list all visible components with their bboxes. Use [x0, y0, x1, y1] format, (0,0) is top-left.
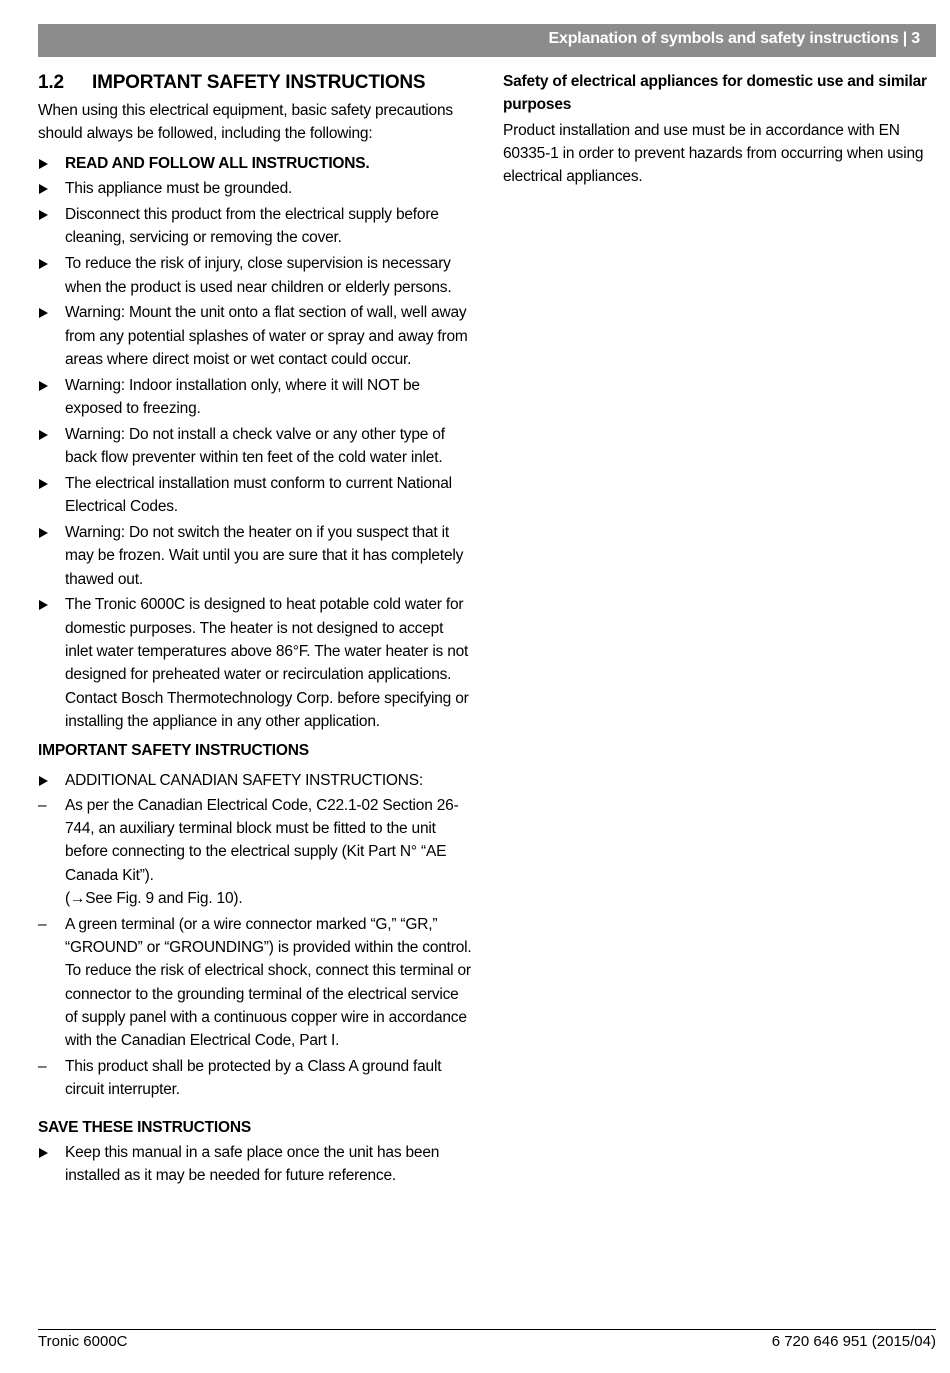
dash-item	[38, 794, 474, 910]
footer-document-number: 6 720 646 951 (2015/04)	[771, 1333, 936, 1350]
dash-item	[38, 913, 474, 1053]
bullet-triangle-icon	[39, 776, 48, 786]
list-item	[38, 301, 474, 371]
bullet-triangle-icon	[39, 184, 48, 194]
electrical-safety-title: Safety of electrical appliances for domestic use and similar purposes	[503, 73, 927, 114]
section-title: IMPORTANT SAFETY INSTRUCTIONS	[92, 72, 426, 93]
page-header-bar	[38, 24, 936, 57]
list-item	[38, 203, 474, 250]
list-item-text: READ AND FOLLOW ALL INSTRUCTIONS.	[65, 154, 370, 172]
bullet-triangle-icon	[39, 381, 48, 391]
section-number: 1.2	[38, 72, 64, 93]
bullet-triangle-icon	[39, 308, 48, 318]
right-column	[503, 70, 937, 188]
section-heading	[38, 70, 474, 96]
dash-item	[38, 1055, 474, 1102]
list-item	[38, 769, 474, 1102]
list-item-text: The Tronic 6000C is designed to heat potable cold water for domestic purposes. The heater is not designed to accept inlet water temperatures above 86°F. The water heater is not designed for preheated water or recirculation applications. Contact Bosch Thermotechnology Corp. before specifying or installing the appliance in any other application.	[65, 596, 469, 730]
bullet-triangle-icon	[39, 159, 48, 169]
bullet-triangle-icon	[39, 479, 48, 489]
list-item	[38, 593, 474, 733]
dash-marker: –	[38, 1058, 47, 1076]
dash-marker: –	[38, 915, 47, 933]
list-item-text: Disconnect this product from the electrical supply before cleaning, servicing or removing the cover.	[65, 206, 439, 247]
list-item	[38, 423, 474, 470]
canadian-dash-list	[38, 794, 474, 1102]
list-item-text: Warning: Do not switch the heater on if you suspect that it may be frozen. Wait until you are sure that it has completely thawed out.	[65, 524, 464, 588]
list-item-text: This appliance must be grounded.	[65, 180, 293, 198]
bullet-triangle-icon	[39, 259, 48, 269]
list-item-text: To reduce the risk of injury, close supervision is necessary when the product is used near children or elderly persons.	[65, 255, 452, 296]
list-item	[38, 521, 474, 591]
dash-item-text: As per the Canadian Electrical Code, C22.1-02 Section 26-744, an auxiliary terminal block must be fitted to the unit before connecting to the electrical supply (Kit Part N° “AE Canada Kit”).	[65, 796, 459, 884]
list-item	[38, 152, 474, 175]
intro-paragraph: When using this electrical equipment, basic safety precautions should always be followed, including the following:	[38, 102, 453, 143]
list-item-text: Keep this manual in a safe place once the unit has been installed as it may be needed for future reference.	[65, 1143, 440, 1185]
bullet-triangle-icon	[39, 210, 48, 220]
footer-divider	[38, 1329, 936, 1330]
list-item-text: Warning: Do not install a check valve or any other type of back flow preventer within ten feet of the cold water inlet.	[65, 425, 445, 467]
dash-item-text: This product shall be protected by a Class A ground fault circuit interrupter.	[65, 1058, 442, 1099]
page-header-title: Explanation of symbols and safety instructions | 3	[548, 30, 920, 47]
list-item-text: The electrical installation must conform to current National Electrical Codes.	[65, 474, 452, 516]
bullet-triangle-icon	[39, 430, 48, 440]
safety-bullet-list	[38, 152, 474, 734]
list-item	[38, 252, 474, 299]
important-safety-subheading: IMPORTANT SAFETY INSTRUCTIONS	[38, 742, 309, 760]
bullet-triangle-icon	[39, 600, 48, 610]
bullet-triangle-icon	[39, 1148, 48, 1158]
list-item	[38, 1141, 474, 1188]
save-bullet-list	[38, 1141, 474, 1188]
list-item-text: Warning: Indoor installation only, where it will NOT be exposed to freezing.	[65, 376, 420, 418]
list-item-text: ADDITIONAL CANADIAN SAFETY INSTRUCTIONS:	[65, 771, 424, 789]
figure-reference: (→See Fig. 9 and Fig. 10).	[65, 890, 243, 907]
dash-item-text: A green terminal (or a wire connector marked “G,” “GR,” “GROUND” or “GROUNDING”) is provided within the control. To reduce the risk of electrical shock, connect this terminal or connector to the grounding terminal of the electrical service of supply panel with a continuous copper wire in accordance with the Canadian Electrical Code, Part I.	[65, 915, 472, 1050]
dash-marker: –	[38, 796, 47, 814]
electrical-safety-body: Product installation and use must be in accordance with EN 60335-1 in order to prevent hazards from occurring when using electrical appliances.	[503, 121, 924, 186]
list-item	[38, 472, 474, 519]
footer-product-name: Tronic 6000C	[38, 1333, 128, 1350]
canadian-bullet-list	[38, 769, 474, 1102]
list-item	[38, 177, 474, 200]
save-instructions-heading: SAVE THESE INSTRUCTIONS	[38, 1118, 251, 1136]
bullet-triangle-icon	[39, 528, 48, 538]
list-item	[38, 374, 474, 421]
left-column	[38, 70, 474, 1190]
list-item-text: Warning: Mount the unit onto a flat section of wall, well away from any potential splashes of water or spray and away from areas where direct moist or wet contact could occur.	[65, 304, 468, 368]
